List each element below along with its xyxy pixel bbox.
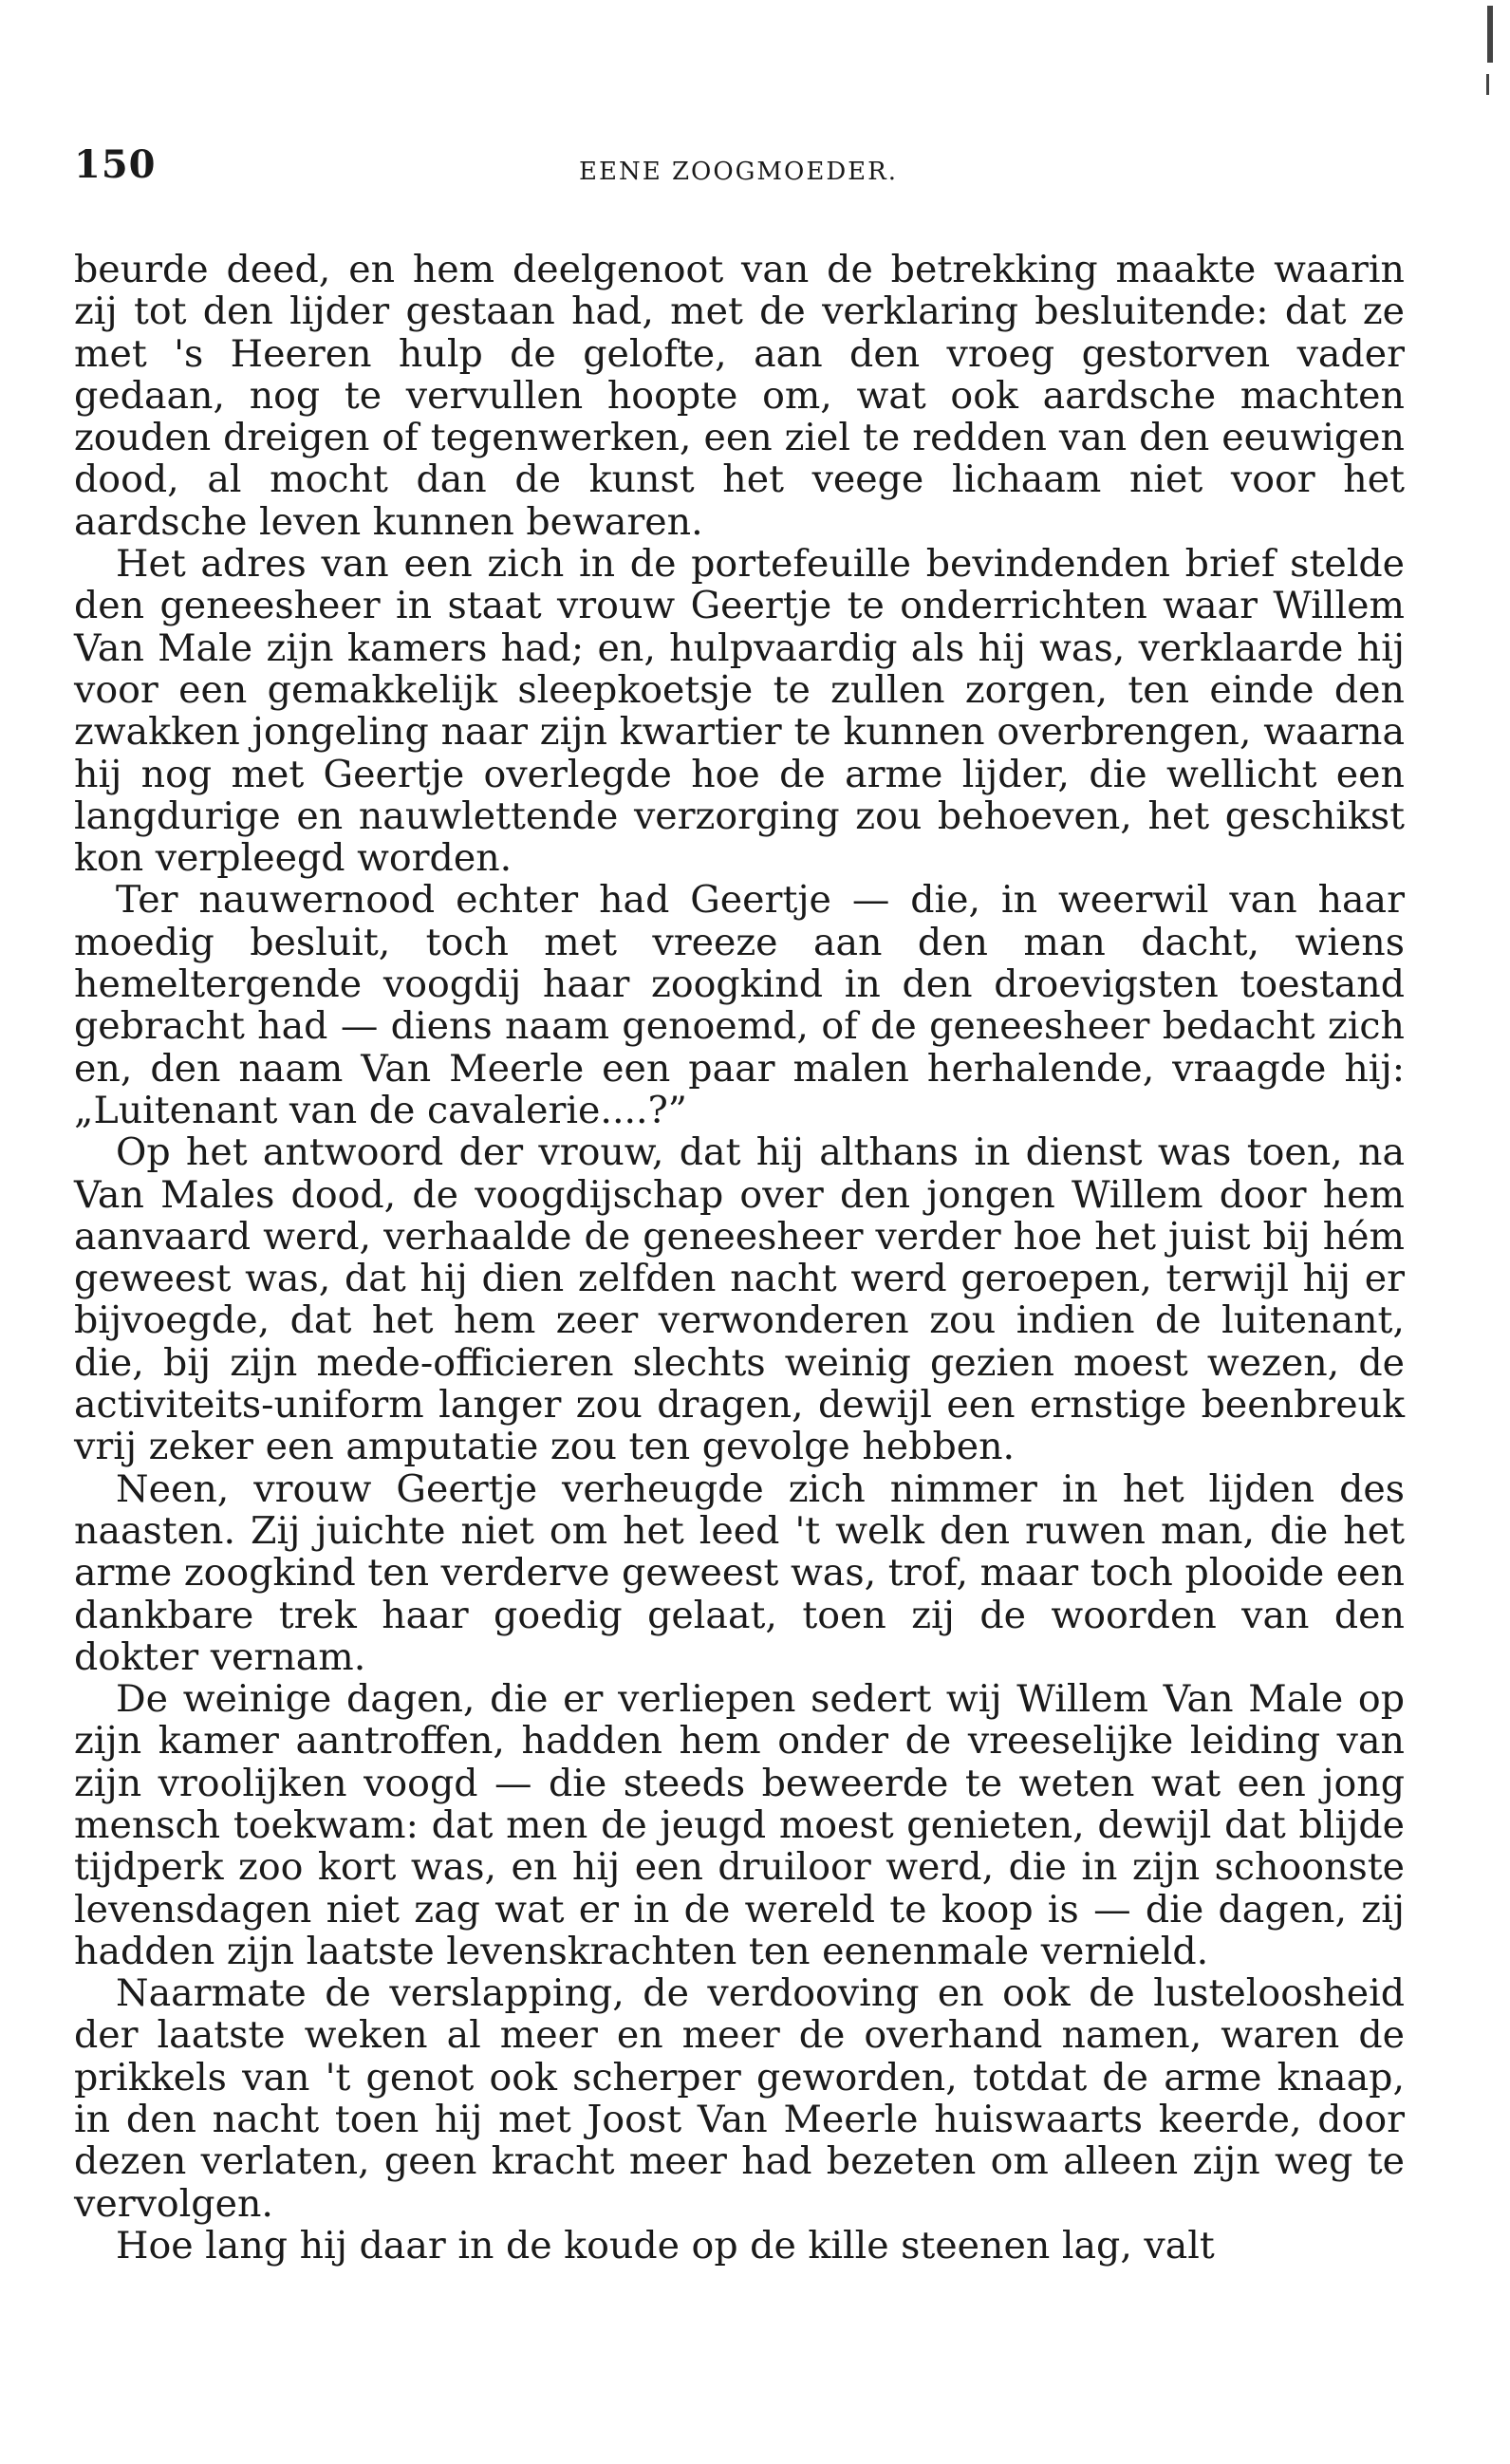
paragraph: Naarmate de verslapping, de verdooving en ook de lusteloosheid der laatste weken al meer en meer de overhand namen, waren de prikkels van 't genot ook scherper geworden, totdat de arme knaap, in den nacht toen hij met Joost Van Meerle huiswaarts keerde, door dezen verlaten, geen kracht meer had bezeten om alleen zijn weg te vervolgen. bbox=[74, 1971, 1405, 2226]
paragraph: Ter nauwernood echter had Geertje — die, in weerwil van haar moedig besluit, toch met vreeze aan den man dacht, wiens hemeltergende voogdij haar zoogkind in den droevigsten toestand gebracht had — diens naam genoemd, of de geneesheer bedacht zich en, den naam Van Meerle een paar malen herhalende, vraagde hij: „Luitenant van de cavalerie....?” bbox=[74, 878, 1405, 1132]
page-edge-mark-small bbox=[1486, 74, 1489, 95]
paragraph-continuation: beurde deed, en hem deelgenoot van de betrekking maakte waarin zij tot den lijder gestaan had, met de verklaring besluitende: dat ze met 's Heeren hulp de gelofte, aan den vroeg gestorven vader gedaan, nog te vervullen hoopte om, wat ook aardsche machten zouden dreigen of tegenwerken, een ziel te redden van den eeuwigen dood, al mocht dan de kunst het veege lichaam niet voor het aardsche leven kunnen bewaren. bbox=[74, 248, 1405, 544]
paragraph: Het adres van een zich in de portefeuille bevindenden brief stelde den geneesheer in staat vrouw Geertje te onderrichten waar Willem Van Male zijn kamers had; en, hulpvaardig als hij was, verklaarde hij voor een gemakkelijk sleepkoetsje te zullen zorgen, ten einde den zwakken jongeling naar zijn kwartier te kunnen overbrengen, waarna hij nog met Geertje overlegde hoe de arme lijder, die wellicht een langdurige en nauwlettende verzorging zou behoeven, het geschikst kon verpleegd worden. bbox=[74, 542, 1405, 881]
paragraph: Op het antwoord der vrouw, dat hij althans in dienst was toen, na Van Males dood, de voogdijschap over den jongen Willem door hem aanvaard werd, verhaalde de geneesheer verder hoe het juist bij hém geweest was, dat hij dien zelfden nacht werd geroepen, terwijl hij er bijvoegde, dat het hem zeer verwonderen zou indien de luitenant, die, bij zijn mede-officieren slechts weinig gezien moest wezen, de activiteits-uniform langer zou dragen, dewijl een ernstige beenbreuk vrij zeker een amputatie zou ten gevolge hebben. bbox=[74, 1130, 1405, 1469]
page-number: 150 bbox=[74, 142, 157, 187]
page-header bbox=[74, 142, 1403, 199]
page-edge-mark bbox=[1487, 6, 1493, 63]
body-text bbox=[74, 249, 1405, 2267]
paragraph: De weinige dagen, die er verliepen sedert wij Willem Van Male op zijn kamer aantroffen, hadden hem onder de vreeselijke leiding van zijn vroolijken voogd — die steeds beweerde te weten wat een jong mensch toekwam: dat men de jeugd moest genieten, dewijl dat blijde tijdperk zoo kort was, en hij een druiloor werd, die in zijn schoonste levensdagen niet zag wat er in de wereld te koop is — die dagen, zij hadden zijn laatste levenskrachten ten eenenmale vernield. bbox=[74, 1677, 1405, 1973]
paragraph-last: Hoe lang hij daar in de koude op de kille steenen lag, valt bbox=[116, 2223, 1215, 2268]
paragraph: Neen, vrouw Geertje verheugde zich nimmer in het lijden des naasten. Zij juichte niet om het leed 't welk den ruwen man, die het arme zoogkind ten verderve geweest was, trof, maar toch plooide een dankbare trek haar goedig gelaat, toen zij de woorden van den dokter vernam. bbox=[74, 1466, 1405, 1679]
running-title: EENE ZOOGMOEDER. bbox=[578, 158, 898, 186]
